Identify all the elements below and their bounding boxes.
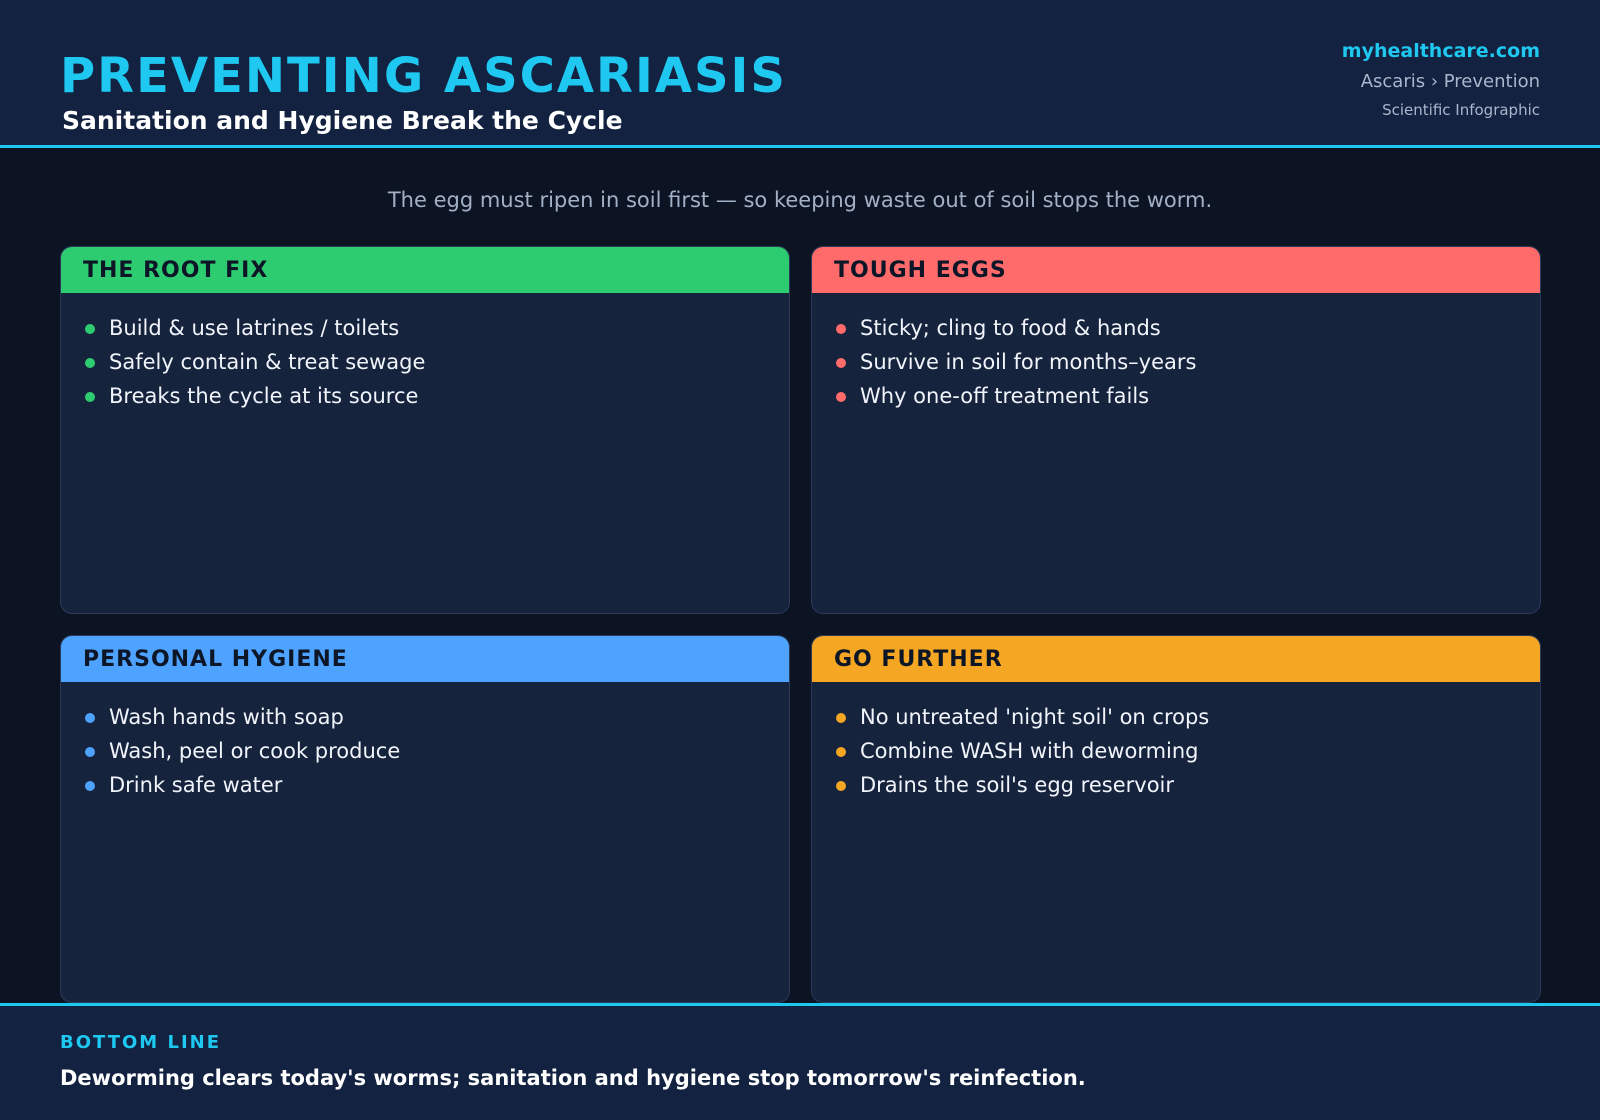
lead-text: The egg must ripen in soil first — so keeping waste out of soil stops the worm. [387,188,1213,212]
list-item-text: Survive in soil for months–years [860,350,1197,374]
list-item [836,768,1540,802]
list-item [85,345,789,379]
bullet-icon [836,781,846,791]
brand-link[interactable]: myhealthcare.com [1341,40,1540,62]
bullet-icon [85,392,95,402]
header [0,0,1600,148]
list-item-text: Drains the soil's egg reservoir [860,773,1175,797]
card-list [61,293,789,413]
card-list [61,682,789,802]
breadcrumb: Ascaris › Prevention [1360,71,1540,92]
bullet-icon [836,392,846,402]
card-title: PERSONAL HYGIENE [61,636,789,682]
bullet-icon [85,358,95,368]
bullet-icon [85,324,95,334]
list-item [836,379,1540,413]
list-item-text: No untreated 'night soil' on crops [860,705,1210,729]
bullet-icon [836,358,846,368]
list-item-text: Wash hands with soap [109,705,344,729]
list-item [85,700,789,734]
list-item-text: Why one-off treatment fails [860,384,1150,408]
card-title: THE ROOT FIX [61,247,789,293]
card-tough-eggs [811,246,1541,614]
list-item-text: Build & use latrines / toilets [109,316,400,340]
card-personal-hygiene [60,635,790,1003]
card-go-further [811,635,1541,1003]
page-subtitle: Sanitation and Hygiene Break the Cycle [62,106,623,135]
list-item [836,311,1540,345]
list-item-text: Wash, peel or cook produce [109,739,401,763]
bullet-icon [85,781,95,791]
list-item-text: Combine WASH with deworming [860,739,1199,763]
footer [0,1003,1600,1120]
list-item-text: Breaks the cycle at its source [109,384,419,408]
list-item-text: Safely contain & treat sewage [109,350,426,374]
list-item [85,734,789,768]
bullet-icon [836,713,846,723]
page-title: PREVENTING ASCARIASIS [60,48,787,104]
card-root-fix [60,246,790,614]
list-item [836,700,1540,734]
card-list [812,682,1540,802]
list-item [85,379,789,413]
bullet-icon [836,747,846,757]
bullet-icon [85,713,95,723]
list-item [836,345,1540,379]
card-title: TOUGH EGGS [812,247,1540,293]
list-item [836,734,1540,768]
bullet-icon [836,324,846,334]
list-item-text: Drink safe water [109,773,283,797]
document-kind: Scientific Infographic [1382,101,1540,119]
card-title: GO FURTHER [812,636,1540,682]
list-item [85,768,789,802]
list-item [85,311,789,345]
list-item-text: Sticky; cling to food & hands [860,316,1161,340]
card-list [812,293,1540,413]
footer-label: BOTTOM LINE [60,1032,221,1053]
footer-text: Deworming clears today's worms; sanitation and hygiene stop tomorrow's reinfection. [60,1066,1086,1090]
bullet-icon [85,747,95,757]
